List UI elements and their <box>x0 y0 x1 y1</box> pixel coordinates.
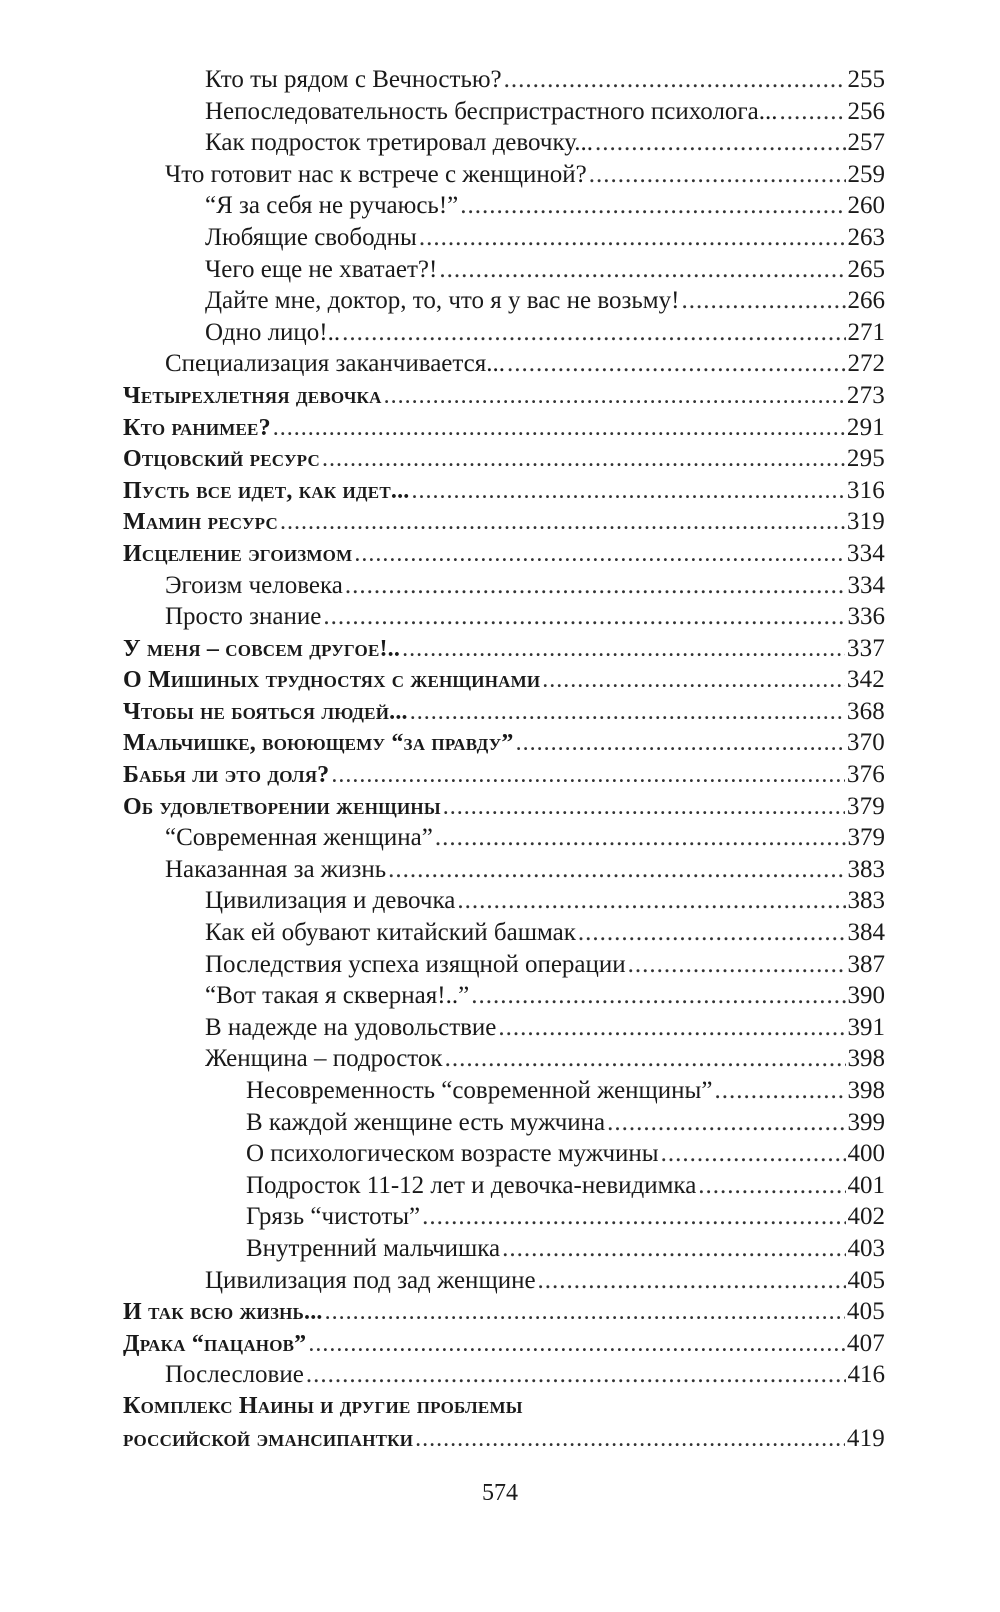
toc-entry <box>123 285 885 317</box>
toc-entry-page: 259 <box>847 160 885 188</box>
dot-leader <box>435 822 846 854</box>
toc-entry-title: Что готовит нас к встрече с женщиной? <box>165 160 587 188</box>
page-number: 574 <box>482 1480 518 1506</box>
toc-entry <box>123 96 885 128</box>
dot-leader <box>445 1043 846 1075</box>
dot-leader <box>306 1359 846 1391</box>
toc-entry-page: 257 <box>847 129 885 157</box>
dot-leader <box>443 792 845 824</box>
dot-leader <box>460 190 845 222</box>
toc-entry-page: 402 <box>847 1203 885 1231</box>
toc-entry-title: Мальчишке, воюющему “за правду” <box>123 730 514 757</box>
dot-leader <box>498 1012 845 1044</box>
toc-entry-title: Драка “пацанов” <box>123 1330 307 1357</box>
toc-entry <box>123 64 885 96</box>
toc-entry <box>123 1328 885 1360</box>
toc-entry-page: 334 <box>847 571 885 599</box>
toc-entry-page: 384 <box>847 919 885 947</box>
toc-entry <box>123 1391 885 1423</box>
dot-leader <box>578 917 846 949</box>
toc-entry <box>123 1107 885 1139</box>
toc-entry-title: Грязь “чистоты” <box>246 1203 421 1231</box>
toc-entry-page: 405 <box>847 1266 885 1294</box>
toc-entry-page: 383 <box>847 887 885 915</box>
toc-entry-page: 400 <box>847 1140 885 1168</box>
toc-entry-page: 370 <box>846 729 885 757</box>
toc-entry-title: Цивилизация под зад женщине <box>205 1266 536 1294</box>
toc-entry <box>123 127 885 159</box>
toc-entry <box>123 949 885 981</box>
toc-entry <box>123 317 885 349</box>
toc-entry-title: Четырехлетняя девочка <box>123 382 382 409</box>
toc-entry-page: 342 <box>846 666 885 694</box>
toc-entry-page: 295 <box>846 445 885 473</box>
toc-entry <box>123 633 885 665</box>
dot-leader <box>681 285 845 317</box>
toc-entry <box>123 1012 885 1044</box>
toc-entry-page: 255 <box>847 66 885 93</box>
dot-leader <box>538 1265 846 1297</box>
toc-entry-title: Одно лицо!.. <box>205 318 341 346</box>
toc-entry-title: О психологическом возрасте мужчины <box>246 1140 659 1168</box>
toc-entry-page: 419 <box>846 1424 885 1452</box>
dot-leader <box>410 697 845 729</box>
dot-leader <box>542 665 845 697</box>
dot-leader <box>273 413 845 445</box>
toc-entry-title: Эгоизм человека <box>165 571 343 599</box>
toc-entry-page: 379 <box>847 824 885 852</box>
toc-entry-page: 416 <box>847 1361 885 1389</box>
toc-entry-title: У меня – совсем другое!.. <box>123 635 401 662</box>
toc-entry-title: Как подросток третировал девочку... <box>205 129 593 157</box>
toc-entry <box>123 601 885 633</box>
dot-leader <box>419 222 846 254</box>
toc-entry <box>123 1296 885 1328</box>
toc-entry-page: 263 <box>847 223 885 251</box>
toc-entry <box>123 696 885 728</box>
toc-entry <box>123 475 885 507</box>
toc-entry-title: “Современная женщина” <box>165 824 433 852</box>
toc-entry-title: О Мишиных трудностях с женщинами <box>123 667 541 694</box>
toc-entry-title: Чтобы не бояться людей... <box>123 698 408 725</box>
toc-entry-page: 368 <box>846 697 885 725</box>
toc-entry <box>123 727 885 759</box>
dot-leader <box>415 1424 845 1456</box>
toc-entry-page: 376 <box>846 761 885 789</box>
dot-leader <box>322 444 845 476</box>
toc-entry-title: Отцовский ресурс <box>123 446 320 473</box>
toc-entry-page: 387 <box>847 950 885 978</box>
toc-entry <box>123 222 885 254</box>
toc-entry-title: Послесловие <box>165 1361 304 1389</box>
toc-entry <box>123 1170 885 1202</box>
toc-entry-title: Дайте мне, доктор, то, что я у вас не возьму! <box>205 287 680 315</box>
dot-leader <box>411 476 844 508</box>
toc-entry-page: 383 <box>847 855 885 883</box>
toc-entry-page: 405 <box>846 1298 885 1326</box>
toc-entry-title: Непоследовательность беспристрастного психолога... <box>205 97 778 125</box>
toc-entry-title: Исцеление эгоизмом <box>123 540 353 567</box>
toc-entry-page: 379 <box>846 792 885 820</box>
toc-entry-page: 316 <box>846 476 885 504</box>
dot-leader <box>331 760 845 792</box>
toc-entry <box>123 506 885 538</box>
toc-entry <box>123 664 885 696</box>
dot-leader <box>439 254 845 286</box>
toc-entry-page: 390 <box>847 982 885 1010</box>
toc-entry <box>123 1043 885 1075</box>
toc-entry-title: Пусть все идет, как идет... <box>123 477 410 504</box>
toc-entry-title: Специализация заканчивается... <box>165 350 505 378</box>
toc-entry-title: Женщина – подросток <box>205 1045 443 1073</box>
dot-leader <box>323 601 845 633</box>
toc-entry <box>123 412 885 444</box>
toc-entry <box>123 885 885 917</box>
toc-entry-title: Последствия успеха изящной операции <box>205 950 626 978</box>
dot-leader <box>661 1138 846 1170</box>
dot-leader <box>507 348 846 380</box>
dot-leader <box>502 1233 845 1265</box>
toc-entry <box>123 1423 885 1455</box>
toc-entry-title: Кто ты рядом с Вечностью? <box>205 66 502 93</box>
toc-entry-title: Чего еще не хватает?! <box>205 255 438 283</box>
toc-entry <box>123 1265 885 1297</box>
toc-entry-title: И так всю жизнь... <box>123 1299 323 1326</box>
dot-leader <box>780 96 846 128</box>
toc-entry-title: Цивилизация и девочка <box>205 887 456 915</box>
toc-entry-title: Комплекс Наины и другие проблемы <box>123 1392 523 1419</box>
dot-leader <box>457 885 845 917</box>
toc-entry <box>123 538 885 570</box>
dot-leader <box>595 127 846 159</box>
dot-leader <box>698 1170 845 1202</box>
toc-entry <box>123 1138 885 1170</box>
toc-entry <box>123 190 885 222</box>
toc-entry-page: 319 <box>846 508 885 536</box>
dot-leader <box>280 507 845 539</box>
dot-leader <box>402 634 845 666</box>
dot-leader <box>504 64 846 96</box>
dot-leader <box>516 728 845 760</box>
dot-leader <box>345 570 846 602</box>
table-of-contents <box>123 64 885 1454</box>
toc-entry-page: 291 <box>846 413 885 441</box>
toc-entry <box>123 159 885 191</box>
toc-entry-page: 403 <box>847 1234 885 1262</box>
dot-leader <box>354 539 845 571</box>
toc-entry <box>123 854 885 886</box>
toc-entry-page: 398 <box>847 1077 885 1104</box>
toc-entry-page: 272 <box>847 350 885 378</box>
toc-entry <box>123 791 885 823</box>
toc-entry-page: 265 <box>847 255 885 283</box>
toc-entry-title: Мамин ресурс <box>123 509 278 536</box>
toc-entry-title: Любящие свободны <box>205 223 417 251</box>
toc-entry-title: Внутренний мальчишка <box>246 1234 501 1262</box>
toc-entry <box>123 1359 885 1391</box>
toc-entry-page: 260 <box>847 192 885 220</box>
toc-entry <box>123 1201 885 1233</box>
toc-entry-title: “Вот такая я скверная!..” <box>205 982 470 1010</box>
dot-leader <box>384 381 845 413</box>
dot-leader <box>471 980 845 1012</box>
toc-entry-title: Об удовлетворении женщины <box>123 793 441 820</box>
toc-entry <box>123 822 885 854</box>
toc-entry <box>123 759 885 791</box>
dot-leader <box>388 854 845 886</box>
toc-entry-page: 273 <box>846 381 885 409</box>
toc-entry-title: В каждой женщине есть мужчина <box>246 1108 606 1136</box>
dot-leader <box>422 1201 845 1233</box>
dot-leader <box>342 317 845 349</box>
toc-entry <box>123 980 885 1012</box>
toc-entry-page: 391 <box>847 1013 885 1041</box>
dot-leader <box>589 159 846 191</box>
toc-entry-title: российской эмансипантки <box>123 1425 414 1452</box>
toc-entry-title: Подросток 11-12 лет и девочка-невидимка <box>246 1171 697 1199</box>
toc-entry-page: 271 <box>847 318 885 346</box>
toc-entry-page: 337 <box>846 634 885 662</box>
dot-leader <box>308 1329 845 1361</box>
toc-entry-page: 398 <box>847 1045 885 1073</box>
toc-entry-title: Просто знание <box>165 603 322 631</box>
toc-entry-title: Наказанная за жизнь <box>165 855 387 883</box>
toc-entry-title: Несовременность “современной женщины” <box>246 1077 713 1104</box>
toc-entry-title: Как ей обувают китайский башмак <box>205 919 576 947</box>
toc-entry-title: Бабья ли это доля? <box>123 762 330 789</box>
toc-entry-title: Кто ранимее? <box>123 414 271 441</box>
toc-entry-page: 266 <box>847 287 885 315</box>
toc-entry-page: 334 <box>846 539 885 567</box>
toc-entry-page: 399 <box>847 1108 885 1136</box>
toc-entry <box>123 380 885 412</box>
toc-entry <box>123 1233 885 1265</box>
dot-leader <box>714 1075 845 1107</box>
toc-entry-page: 256 <box>847 97 885 125</box>
toc-entry <box>123 917 885 949</box>
toc-entry-title: В надежде на удовольствие <box>205 1013 497 1041</box>
toc-entry <box>123 570 885 602</box>
toc-entry-page: 401 <box>847 1171 885 1199</box>
dot-leader <box>325 1297 845 1329</box>
toc-entry <box>123 254 885 286</box>
toc-entry <box>123 1075 885 1107</box>
toc-entry <box>123 348 885 380</box>
toc-entry-title: “Я за себя не ручаюсь!” <box>205 192 459 220</box>
toc-entry <box>123 443 885 475</box>
toc-entry-page: 336 <box>847 603 885 631</box>
toc-entry-page: 407 <box>846 1329 885 1357</box>
dot-leader <box>628 949 846 981</box>
dot-leader <box>607 1107 845 1139</box>
